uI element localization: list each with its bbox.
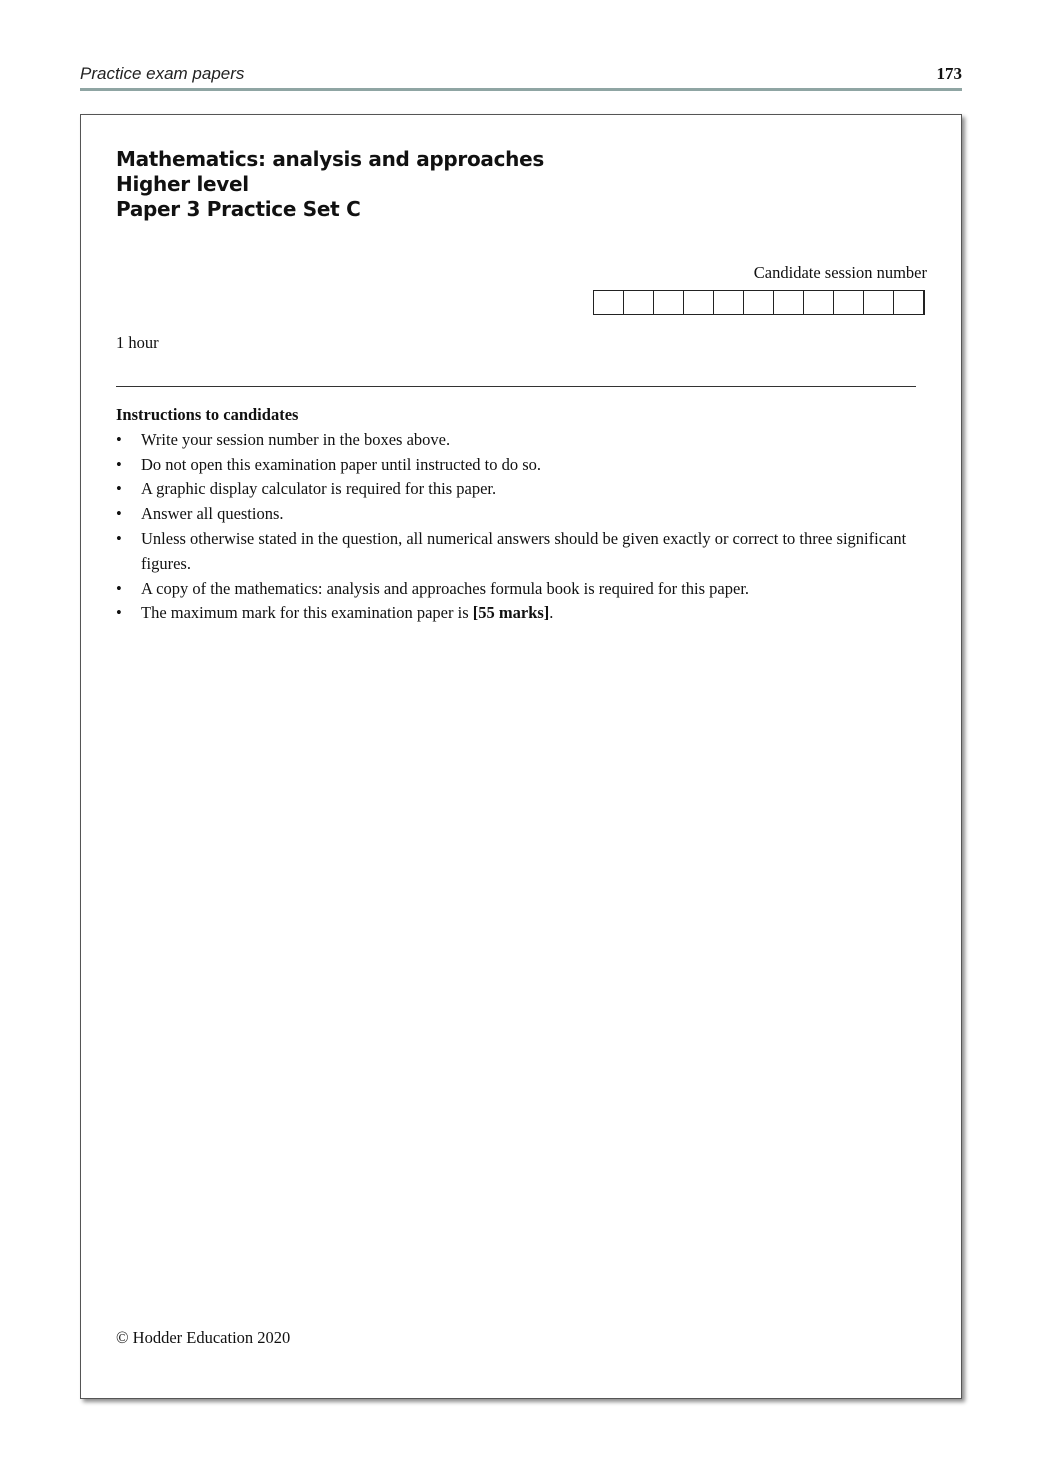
instruction-text: A graphic display calculator is required for this paper.: [141, 479, 497, 499]
bullet-icon: •: [116, 479, 122, 499]
session-digit-box: [714, 291, 744, 314]
session-digit-box: [864, 291, 894, 314]
instruction-item: [116, 502, 916, 527]
instruction-item: [116, 577, 916, 602]
instruction-item: [116, 477, 916, 502]
instruction-item: [116, 527, 916, 577]
max-mark-value: [55 marks]: [472, 603, 550, 623]
instruction-item: [116, 453, 916, 478]
instruction-text: Write your session number in the boxes above.: [141, 429, 451, 449]
instructions-list: [116, 428, 916, 626]
instruction-item: [116, 428, 916, 453]
running-title: Practice exam papers: [80, 64, 245, 83]
paper-set-title: Paper 3 Practice Set C: [116, 197, 361, 221]
bullet-icon: •: [116, 454, 122, 474]
instructions-heading: Instructions to candidates: [116, 405, 299, 424]
session-digit-box: [624, 291, 654, 314]
session-digit-box: [654, 291, 684, 314]
section-divider: [116, 386, 916, 387]
session-digit-box: [774, 291, 804, 314]
bullet-icon: •: [116, 504, 122, 524]
session-digit-box: [684, 291, 714, 314]
session-digit-box: [804, 291, 834, 314]
instructions-section: [116, 403, 916, 626]
instruction-text: Do not open this examination paper until instructed to do so.: [141, 454, 542, 474]
exam-cover-page: [80, 114, 962, 1399]
bullet-icon: •: [116, 429, 122, 449]
session-digit-box: [594, 291, 624, 314]
header-rule: [80, 88, 962, 91]
copyright-notice: © Hodder Education 2020: [116, 1328, 291, 1347]
instruction-text: Unless otherwise stated in the question, all numerical answers should be given exactly or correct to three significant figures.: [141, 528, 907, 573]
instruction-text: Answer all questions.: [141, 504, 284, 524]
session-digit-box: [894, 291, 925, 314]
max-mark-prefix: The maximum mark for this examination paper is: [141, 603, 473, 623]
subject-title: Mathematics: analysis and approaches: [116, 147, 544, 171]
bullet-icon: •: [116, 578, 122, 598]
page-number: 173: [936, 64, 962, 83]
level-title: Higher level: [116, 172, 249, 196]
running-head: [80, 64, 962, 86]
instruction-text: A copy of the mathematics: analysis and approaches formula book is required for this paper.: [141, 578, 750, 598]
session-digit-box: [744, 291, 774, 314]
max-mark-suffix: .: [549, 603, 554, 623]
bullet-icon: •: [116, 603, 122, 623]
exam-duration: 1 hour: [116, 333, 159, 352]
session-number-boxes: [593, 290, 925, 315]
bullet-icon: •: [116, 528, 122, 548]
paper-title: [116, 147, 544, 222]
session-digit-box: [834, 291, 864, 314]
instruction-item-max-mark: [116, 601, 916, 626]
session-number-label: Candidate session number: [753, 263, 927, 282]
